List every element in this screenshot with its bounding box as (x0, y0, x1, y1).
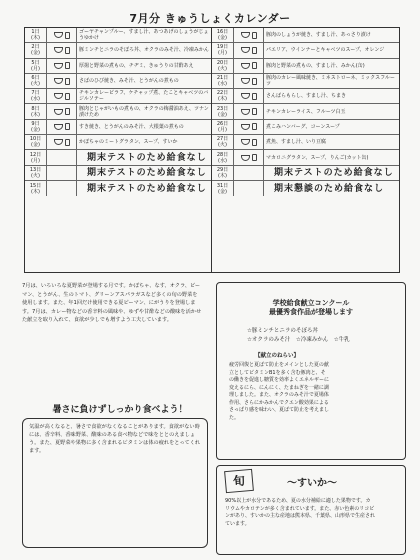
milk-icon (252, 62, 257, 69)
day-label: 5日 (31, 59, 40, 66)
calendar-row (212, 166, 399, 181)
meal-icons (234, 166, 264, 180)
meal-icons (234, 74, 264, 88)
calendar-table (24, 27, 400, 273)
weekday-label: (火) (218, 142, 227, 149)
date-cell (212, 28, 234, 42)
meal-icons (47, 74, 77, 88)
milk-icon (65, 47, 70, 54)
heat-title: 暑さに負けずしっかり食べよう！ (52, 405, 188, 415)
meal-icons (47, 135, 77, 149)
bowl-icon (54, 124, 63, 130)
bowl-icon (241, 63, 250, 69)
day-label: 23日 (216, 105, 229, 112)
article-vegetables: 7月は、いろいろな夏野菜が登場する月です。かぼちゃ、なす、オクラ、ピーマン、とうがん、生のトマト、グリーンアスパラガスなど多くの旬の野菜を使用します。また、年1回だけ使用できる夏ピーマン、にがうりを登場します。7月は、カレー物などの香辛料の風味や、ゆずや甘酢などの酸味を活かせた献立を取り入れて、食欲が少しでも増すよう工夫しています。 (22, 283, 202, 323)
calendar-row (212, 120, 399, 135)
contest-heading (217, 299, 405, 317)
aim-title: 【献立のねらい】 (255, 353, 300, 359)
weekday-label: (金) (218, 111, 227, 118)
day-label: 26日 (216, 120, 229, 127)
calendar-row (212, 59, 399, 74)
calendar-row (25, 43, 211, 58)
date-cell (212, 59, 234, 73)
weekday-label: (木) (31, 111, 40, 118)
weekday-label: (水) (218, 157, 227, 164)
date-cell (212, 120, 234, 134)
milk-icon (252, 32, 257, 39)
contest-menu-1: ☆豚ミンチとニラのそぼろ丼 (247, 328, 318, 334)
suika-box (216, 465, 406, 555)
day-label: 2日 (31, 44, 40, 51)
date-cell (25, 150, 47, 164)
bowl-icon (54, 93, 63, 99)
menu-text: チキンカレーピラフ、ケチャップ煮、たことキャベツのバジルソテー (79, 90, 209, 103)
page-title (110, 10, 310, 26)
day-label: 27日 (216, 136, 229, 143)
meal-icons (47, 104, 77, 118)
meal-icons (47, 181, 77, 196)
menu-text: 煮魚、すまし汁、いり豆腐 (266, 139, 327, 146)
calendar-row (212, 181, 399, 196)
meal-icons (47, 89, 77, 103)
meal-icons (47, 43, 77, 57)
no-lunch-notice: 期末テストのため給食なし (87, 167, 207, 178)
aim-body: 疲労回復と夏ばて防止をメインとした夏の献立としてビタミンB1を多く含む豚肉と、その働きを促進し糖質を効率よくエネルギーに変えるにら、にんにく、たまねぎを一緒に調理しました。また、オクラのみそ汁で夏場体作用、さらにかみかんでクエン酸効果によるさっぱり感を味わい、夏ばて防止を考えました。 (229, 362, 330, 421)
day-label: 9日 (31, 120, 40, 127)
day-label: 7日 (31, 90, 40, 97)
calendar-row (25, 59, 211, 74)
weekday-label: (月) (31, 157, 40, 164)
meal-icons (47, 166, 77, 180)
weekday-label: (火) (31, 172, 40, 179)
heat-box (22, 418, 208, 548)
date-cell (212, 104, 234, 118)
bowl-icon (54, 78, 63, 84)
no-lunch-notice: 期末テストのため給食なし (274, 167, 394, 178)
day-label: 28日 (216, 151, 229, 158)
contest-heading-2: 最優秀食作品が登場します (269, 308, 353, 316)
title-label: きゅうしょくカレンダー (164, 12, 291, 25)
date-cell (25, 59, 47, 73)
milk-icon (65, 139, 70, 146)
milk-icon (65, 93, 70, 100)
bowl-icon (241, 32, 250, 38)
calendar-row (212, 150, 399, 165)
meal-icons (47, 150, 77, 164)
bowl-icon (241, 93, 250, 99)
no-lunch-notice: 期末懇談のため給食なし (274, 183, 385, 194)
bowl-icon (54, 47, 63, 53)
bowl-icon (54, 139, 63, 145)
milk-icon (65, 62, 70, 69)
weekday-label: (金) (31, 126, 40, 133)
bowl-icon (241, 155, 250, 161)
meal-icons (234, 28, 264, 42)
bowl-icon (54, 109, 63, 115)
calendar-row (25, 166, 211, 181)
contest-menu-2: ☆オクラのみそ汁 ☆冷凍みかん ☆牛乳 (247, 337, 350, 343)
meal-icons (234, 135, 264, 149)
calendar-row (212, 28, 399, 43)
date-cell (212, 135, 234, 149)
weekday-label: (木) (31, 35, 40, 42)
calendar-right-column (212, 28, 399, 272)
meal-icons (234, 120, 264, 134)
weekday-label: (木) (31, 188, 40, 195)
day-label: 22日 (216, 90, 229, 97)
weekday-label: (木) (218, 96, 227, 103)
menu-text: 豚肉とじゃがいもの煮もの、オクラの梅醤油あえ、ツナン漬けため (79, 105, 209, 118)
day-label: 10日 (29, 136, 42, 143)
date-cell (212, 74, 234, 88)
milk-icon (65, 32, 70, 39)
date-cell (212, 181, 234, 196)
calendar-row (25, 104, 211, 119)
calendar-row (25, 135, 211, 150)
menu-text: ゴーヤチャンプルー、すまし汁、あつあげのしょうがじょうゆかけ (79, 29, 209, 42)
menu-text: さばのひび焼き、みそ汁、とうがんの煮もの (79, 78, 179, 85)
menu-text: さんばらもらし、すまし汁、ちまき (266, 93, 347, 100)
bowl-icon (241, 139, 250, 145)
calendar-row (212, 135, 399, 150)
menu-text: パエリア、ウインナーとキャベツのスープ、オレンジ (266, 47, 385, 54)
calendar-row (212, 74, 399, 89)
day-label: 21日 (216, 75, 229, 82)
shun-stamp: 旬 (224, 469, 254, 493)
meal-icons (234, 89, 264, 103)
day-label: 16日 (216, 29, 229, 36)
no-lunch-notice: 期末テストのため給食なし (87, 152, 207, 163)
calendar-row (25, 74, 211, 89)
day-label: 29日 (216, 166, 229, 173)
calendar-row (212, 43, 399, 58)
weekday-label: (月) (218, 50, 227, 57)
menu-text: マカロニグラタン、スープ、りんご(カット缶) (266, 154, 369, 161)
date-cell (25, 104, 47, 118)
day-label: 13日 (29, 166, 42, 173)
day-label: 19日 (216, 44, 229, 51)
milk-icon (252, 123, 257, 130)
calendar-left-column (25, 28, 212, 272)
weekday-label: (月) (31, 65, 40, 72)
date-cell (25, 166, 47, 180)
date-cell (25, 181, 47, 196)
menu-text: 豚肉と野菜の煮もの、すまし汁、みかん(缶) (266, 62, 365, 69)
date-cell (212, 150, 234, 164)
contest-box (216, 282, 406, 460)
weekday-label: (金) (218, 35, 227, 42)
bowl-icon (54, 63, 63, 69)
milk-icon (65, 123, 70, 130)
milk-icon (252, 93, 257, 100)
calendar-row (25, 181, 211, 196)
date-cell (25, 43, 47, 57)
weekday-label: (金) (218, 188, 227, 195)
date-cell (212, 166, 234, 180)
day-label: 31日 (216, 182, 229, 189)
milk-icon (252, 108, 257, 115)
menu-text: かぼちゃのミートグラタン、スープ、すいか (79, 139, 178, 146)
contest-heading-1: 学校給食献立コンクール (272, 299, 350, 307)
meal-icons (234, 104, 264, 118)
milk-icon (252, 47, 257, 54)
day-label: 1日 (31, 29, 40, 36)
calendar-row (25, 150, 211, 165)
day-label: 12日 (29, 151, 42, 158)
milk-icon (65, 108, 70, 115)
bowl-icon (241, 109, 250, 115)
date-cell (25, 135, 47, 149)
meal-icons (234, 43, 264, 57)
menu-text: 厚揚と野菜の煮もの、チヂミ、きゅうりの甘酢あえ (79, 62, 194, 69)
calendar-row (212, 89, 399, 104)
day-label: 20日 (216, 59, 229, 66)
menu-text: 煮こみハンバーグ、コーンスープ (266, 123, 340, 130)
no-lunch-notice: 期末テストのため給食なし (87, 183, 207, 194)
weekday-label: (水) (218, 81, 227, 88)
date-cell (25, 74, 47, 88)
meal-icons (234, 181, 264, 196)
weekday-label: (火) (218, 65, 227, 72)
weekday-label: (月) (218, 126, 227, 133)
milk-icon (252, 139, 257, 146)
milk-icon (252, 78, 257, 85)
month-label: 7月分 (129, 12, 161, 25)
suika-body: 90%以上が水分であるため、夏の水分補給に適した果物です。カリウムやカロテンが多く含まれています。また、赤い色素のリコピンがあり、すいかの主な産地は熊本県、千葉県、山形県で生産されています。 (225, 498, 376, 527)
meal-icons (234, 59, 264, 73)
date-cell (25, 120, 47, 134)
weekday-label: (木) (218, 172, 227, 179)
weekday-label: (金) (31, 50, 40, 57)
meal-icons (47, 28, 77, 42)
menu-text: 豚肉のしょうが焼き、すまし汁、あっさり漬け (266, 32, 371, 39)
weekday-label: (水) (31, 96, 40, 103)
milk-icon (252, 154, 257, 161)
day-label: 8日 (31, 105, 40, 112)
date-cell (25, 28, 47, 42)
meal-icons (234, 150, 264, 164)
calendar-row (25, 28, 211, 43)
suika-title: ～すいか～ (287, 478, 337, 489)
weekday-label: (火) (31, 81, 40, 88)
bowl-icon (241, 78, 250, 84)
bowl-icon (241, 124, 250, 130)
menu-text: すき焼き、とうがんのみそ汁、大根葉の煮もの (79, 123, 184, 130)
bowl-icon (241, 47, 250, 53)
menu-text: チキンカレーライス、フルーツ白玉 (266, 108, 346, 115)
contest-menu (247, 327, 405, 345)
day-label: 15日 (29, 182, 42, 189)
date-cell (212, 89, 234, 103)
calendar-row (25, 89, 211, 104)
milk-icon (65, 78, 70, 85)
meal-icons (47, 120, 77, 134)
meal-icons (47, 59, 77, 73)
calendar-row (212, 104, 399, 119)
weekday-label: (金) (31, 142, 40, 149)
date-cell (25, 89, 47, 103)
menu-text: 豚ミンチとニラのそぼろ丼、オクラのみそ汁、冷凍みかん (79, 47, 209, 54)
menu-text: 豚肉のカレー風味焼き、ミネストローネ、ミックスフルーツ (266, 75, 395, 88)
calendar-row (25, 120, 211, 135)
date-cell (212, 43, 234, 57)
day-label: 6日 (31, 75, 40, 82)
bowl-icon (54, 32, 63, 38)
heat-body: 気温が高くなると、暑さで食欲がなくなることがあります。食欲がない時には、香辛料、香味野菜、酸味のある食べ物などで味をととのえましょう。また、夏野菜や果物に多く含まれるビタミンは体の疲れをとってくれます。 (29, 424, 201, 454)
